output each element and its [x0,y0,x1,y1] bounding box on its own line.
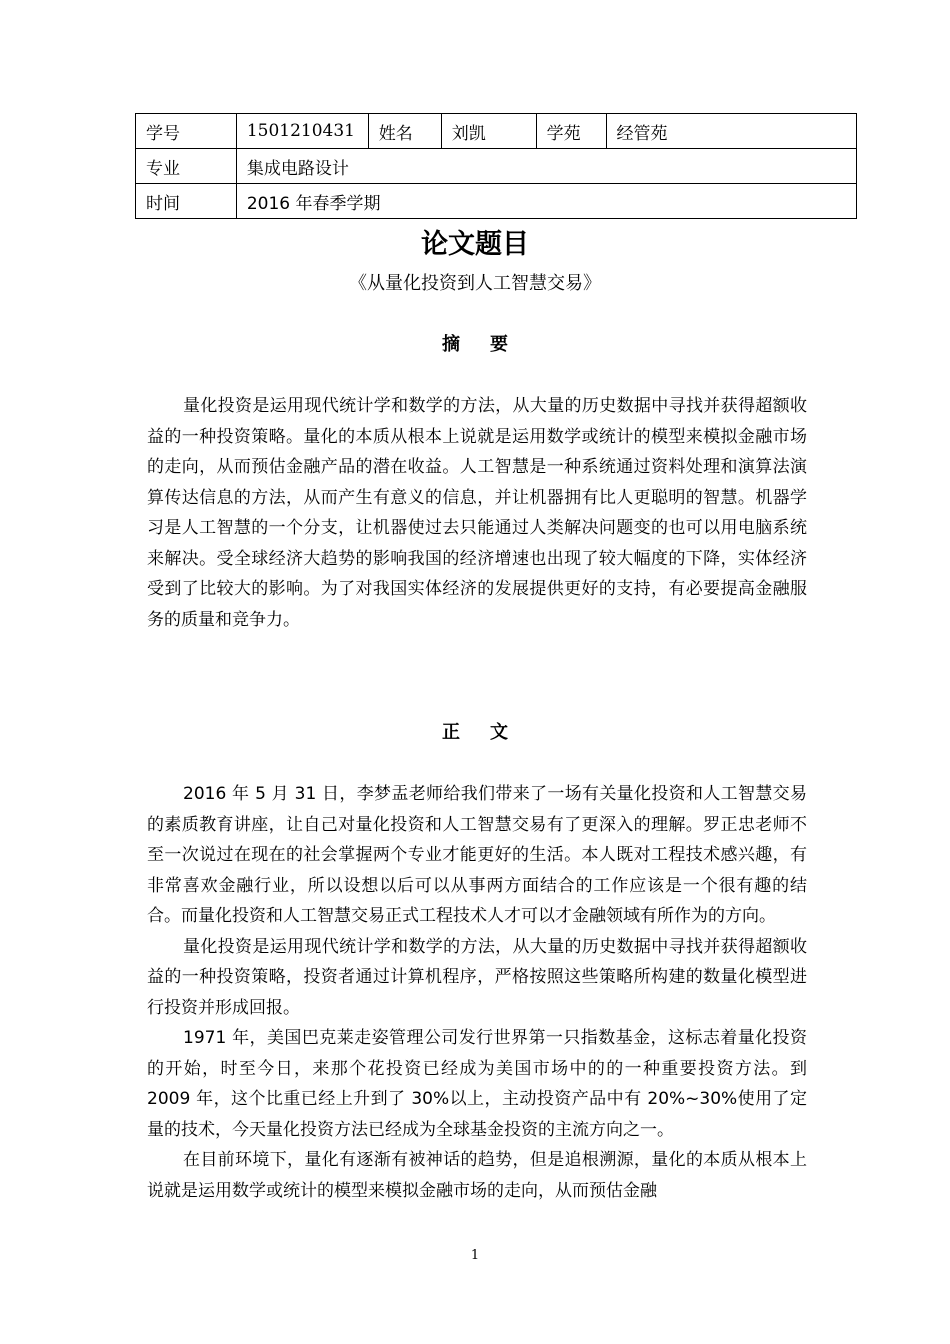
main-body [147,779,807,1206]
main-paragraph-2: 量化投资是运用现代统计学和数学的方法，从大量的历史数据中寻找并获得超额收益的一种投资策略，投资者通过计算机程序，严格按照这些策略所构建的数量化模型进行投资并形成回报。 [147,936,807,1018]
paper-subtitle: 《从量化投资到人工智慧交易》 [349,273,601,294]
student-info-table [135,113,857,219]
college-value: 经管苑 [606,114,857,149]
main-heading: 正文 [442,722,538,743]
info-row-time [136,184,857,219]
student-id-value: 1501210431 [236,114,368,149]
major-label: 专业 [136,149,237,184]
college-label: 学苑 [536,114,606,149]
time-value: 2016 年春季学期 [236,184,856,219]
main-paragraph-1: 2016 年 5 月 31 日，李梦盂老师给我们带来了一场有关量化投资和人工智慧交易的素质教育讲座，让自己对量化投资和人工智慧交易有了更深入的理解。罗正忠老师不至一次说过在现在的社会掌握两个专业才能更好的生活。本人既对工程技术感兴趣，有非常喜欢金融行业，所以设想以后可以从事两方面结合的工作应该是一个很有趣的结合。而量化投资和人工智慧交易正式工程技术人才可以才金融领域有所作为的方向。 [147,784,807,926]
info-row-id [136,114,857,149]
main-paragraph-4: 在目前环境下，量化有逐渐有被神话的趋势，但是追根溯源，量化的本质从根本上说就是运用数学或统计的模型来模拟金融市场的走向，从而预估金融 [147,1150,807,1201]
paper-title: 论文题目 [421,229,529,260]
name-label: 姓名 [368,114,441,149]
main-paragraph-3: 1971 年，美国巴克莱走姿管理公司发行世界第一只指数基金，这标志着量化投资的开始，时至今日，来那个花投资已经成为美国市场中的的一种重要投资方法。到 2009 年，这个比重已经上升到了 30%以上，主动投资产品中有 20%~30%使用了定量的技术，今天量化投资方法已经成为全球基金投资的主流方向之一。 [147,1028,807,1140]
major-value: 集成电路设计 [236,149,856,184]
abstract-body [147,391,807,635]
time-label: 时间 [136,184,237,219]
name-value: 刘凯 [441,114,536,149]
abstract-paragraph: 量化投资是运用现代统计学和数学的方法，从大量的历史数据中寻找并获得超额收益的一种投资策略。量化的本质从根本上说就是运用数学或统计的模型来模拟金融市场的走向，从而预估金融产品的潜在收益。人工智慧是一种系统通过资料处理和演算法演算传达信息的方法，从而产生有意义的信息，并让机器拥有比人更聪明的智慧。机器学习是人工智慧的一个分支，让机器使过去只能通过人类解决问题变的也可以用电脑系统来解决。受全球经济大趋势的影响我国的经济增速也出现了较大幅度的下降，实体经济受到了比较大的影响。为了对我国实体经济的发展提供更好的支持，有必要提高金融服务的质量和竞争力。 [147,396,807,630]
page-number: 1 [470,1248,480,1263]
abstract-heading: 摘要 [442,334,538,355]
student-id-label: 学号 [136,114,237,149]
info-row-major [136,149,857,184]
